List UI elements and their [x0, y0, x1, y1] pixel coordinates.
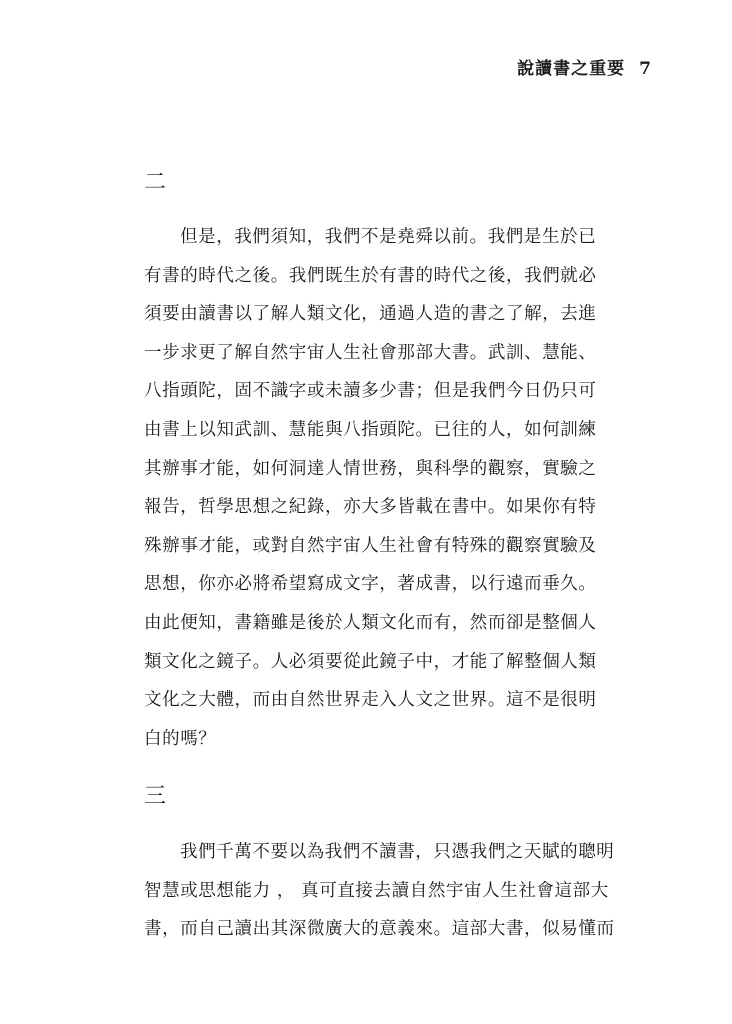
- section-heading-3: 三: [144, 784, 167, 809]
- text-line: 報告，哲學思想之紀錄，亦大多皆載在書中。如果你有特: [144, 497, 597, 518]
- text-line: 但是，我們須知，我們不是堯舜以前。我們是生於已: [180, 227, 597, 247]
- text-line: 由此便知，書籍雖是後於人類文化而有，然而卻是整個人: [144, 612, 597, 633]
- text-line: 智慧或思想能力 ， 真可直接去讀自然宇宙人生社會這部大: [144, 880, 609, 901]
- section-heading-2: 二: [144, 170, 167, 195]
- text-line: 類文化之鏡子。人必須要從此鏡子中，才能了解整個人類: [144, 651, 597, 672]
- text-line: 殊辦事才能，或對自然宇宙人生社會有特殊的觀察實驗及: [144, 535, 597, 556]
- text-line: 一步求更了解自然宇宙人生社會那部大書。武訓、慧能、: [144, 342, 597, 363]
- paragraph-section-2: [144, 218, 604, 758]
- text-line: 文化之大體，而由自然世界走入人文之世界。這不是很明: [144, 690, 597, 711]
- text-line: 其辦事才能，如何洞達人情世務，與科學的觀察，實驗之: [144, 458, 597, 479]
- text-line: 白的嗎？: [144, 728, 217, 749]
- text-line: 有書的時代之後。我們既生於有書的時代之後，我們就必: [144, 265, 597, 286]
- page-number: 7: [639, 59, 652, 79]
- text-line: 八指頭陀，固不識字或未讀多少書；但是我們今日仍只可: [144, 381, 597, 402]
- text-line: 我們千萬不要以為我們不讀書，只憑我們之天賦的聰明: [180, 842, 615, 862]
- paragraph-section-3: [144, 833, 615, 949]
- header-title: 說讀書之重要: [517, 59, 626, 79]
- text-line: 思想，你亦必將希望寫成文字，著成書，以行遠而垂久。: [144, 574, 597, 595]
- text-line: 須要由讀書以了解人類文化，通過人造的書之了解，去進: [144, 304, 597, 325]
- text-line: 由書上以知武訓、慧能與八指頭陀。已往的人，如何訓練: [144, 419, 597, 440]
- text-line: 書，而自己讀出其深微廣大的意義來。這部大書，似易懂而: [144, 919, 615, 940]
- running-header: [517, 54, 652, 79]
